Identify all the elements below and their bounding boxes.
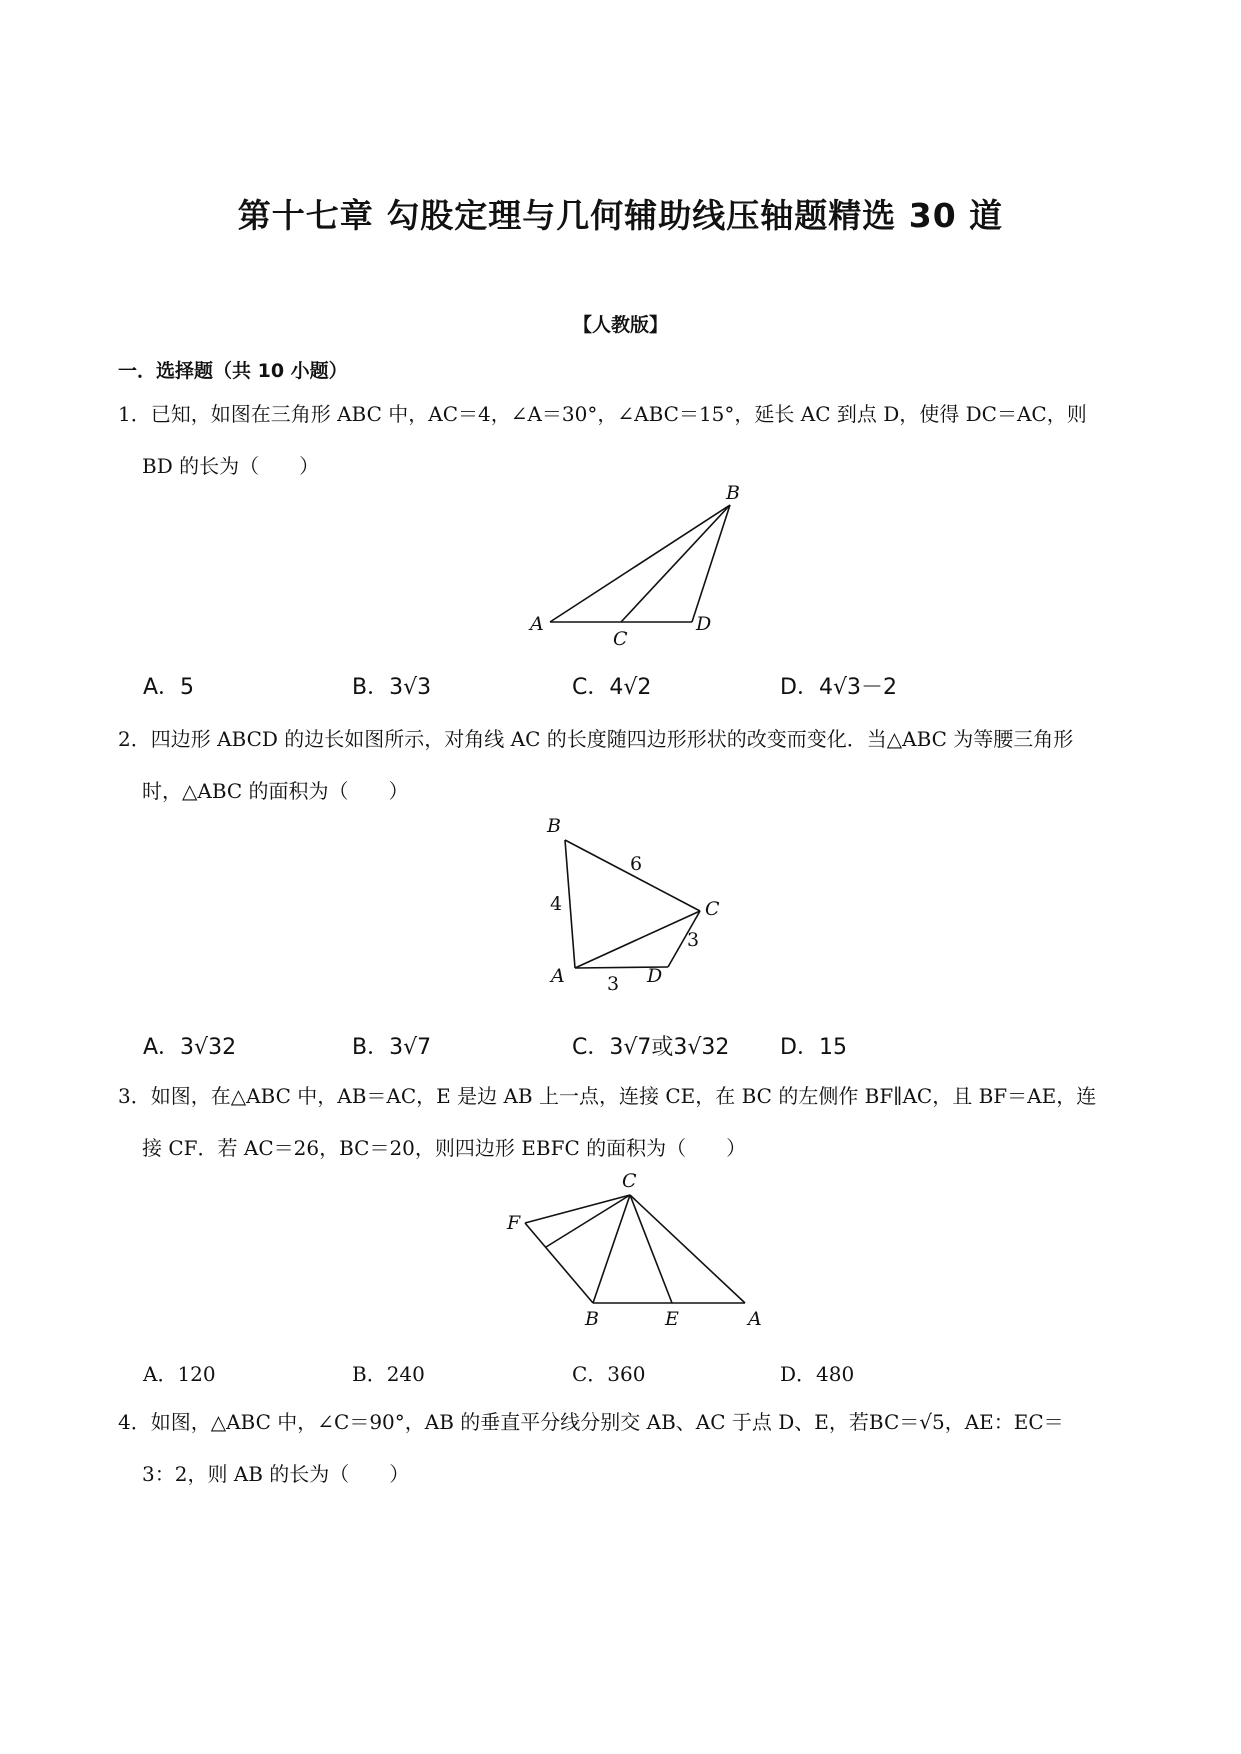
q3-label-e: E — [665, 1308, 679, 1330]
q2-option-d[interactable]: D．15 — [780, 1035, 847, 1060]
q2-label-c: C — [705, 898, 720, 920]
q2-option-a[interactable]: A．3√32 — [143, 1035, 237, 1060]
q1-label-d: D — [696, 613, 712, 635]
q1-label-b: B — [726, 485, 740, 504]
q2-option-c[interactable]: C．3√7或3√32 — [572, 1035, 730, 1060]
q4-line-1: 4．如图，△ABC 中，∠C＝90°，AB 的垂直平分线分别交 AB、AC 于点 D、E，若BC＝√5，AE：EC＝ — [118, 1410, 1064, 1434]
q3-label-a: A — [748, 1308, 762, 1330]
q1-option-c[interactable]: C．4√2 — [572, 675, 652, 700]
q1-option-d[interactable]: D．4√3－2 — [780, 675, 897, 700]
q3-option-b[interactable]: B．240 — [352, 1362, 425, 1386]
q3-label-f: F — [507, 1212, 521, 1234]
q2-length-bc: 6 — [630, 853, 643, 875]
q1-figure — [520, 485, 760, 650]
q2-label-b: B — [547, 815, 561, 837]
q3-label-c: C — [622, 1170, 637, 1192]
q3-option-a[interactable]: A．120 — [143, 1362, 216, 1386]
q3-option-d[interactable]: D．480 — [780, 1362, 855, 1386]
q1-option-b[interactable]: B．3√3 — [352, 675, 432, 700]
q2-figure — [535, 810, 735, 995]
q3-figure — [505, 1165, 775, 1335]
q1-option-a[interactable]: A．5 — [143, 675, 195, 700]
q2-label-a: A — [551, 965, 565, 987]
q1-line-1: 1．已知，如图在三角形 ABC 中，AC＝4，∠A＝30°，∠ABC＝15°，延长 AC 到点 D，使得 DC＝AC，则 — [118, 402, 1087, 426]
q2-length-ab: 4 — [550, 893, 563, 915]
q2-length-ad: 3 — [607, 973, 620, 995]
q2-length-cd: 3 — [687, 929, 700, 951]
q2-option-b[interactable]: B．3√7 — [352, 1035, 432, 1060]
section-heading: 一．选择题（共 10 小题） — [118, 360, 348, 382]
q2-label-d: D — [647, 965, 663, 987]
q3-line-1: 3．如图，在△ABC 中，AB＝AC，E 是边 AB 上一点，连接 CE，在 BC 的左侧作 BF∥AC，且 BF＝AE，连 — [118, 1084, 1097, 1108]
q1-label-a: A — [530, 613, 544, 635]
q4-line-2: 3：2，则 AB 的长为（ ） — [142, 1462, 410, 1486]
edition-label: 【人教版】 — [572, 314, 668, 336]
q2-line-1: 2．四边形 ABCD 的边长如图所示，对角线 AC 的长度随四边形形状的改变而变化．当△ABC 为等腰三角形 — [118, 727, 1074, 751]
q3-option-c[interactable]: C．360 — [572, 1362, 646, 1386]
q3-label-b: B — [585, 1308, 599, 1330]
q1-label-c: C — [613, 628, 628, 650]
q3-line-2: 接 CF．若 AC＝26，BC＝20，则四边形 EBFC 的面积为（ ） — [142, 1136, 747, 1160]
q1-line-2: BD 的长为（ ） — [142, 454, 320, 478]
document-title: 第十七章 勾股定理与几何辅助线压轴题精选 30 道 — [237, 196, 1004, 235]
q2-line-2: 时，△ABC 的面积为（ ） — [142, 779, 409, 803]
